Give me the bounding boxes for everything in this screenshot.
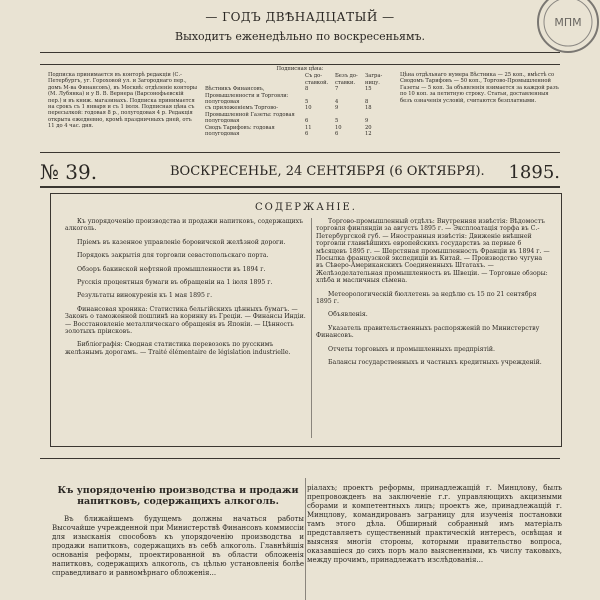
subscription-top-rule <box>40 64 560 65</box>
contents-entry: Торгово-промышленный отдѣлъ: Внутренняя извѣстія: Вѣдомостъ торговля финляндіи за августъ 1895 г. — Эксплоатація торфа въ С.-Петербургской губ. — Иностранныя извѣстія: Движеніе внѣшней торговли главнѣйшихъ европейскихъ государствъ за первые 6 мѣсяцевъ 1895 г. — Шерстяная промышленность Франціи въ 1894 г. — Посылка французской экспедиціи въ Китай. — Производство чугуна въ Сѣверо-Американскихъ Соединенныхъ Штатахъ. — Желѣзоделательная промышленность въ Швеціи. — Торговые обзоры: хлѣба и масличныя сѣмена. <box>316 218 550 285</box>
contents-entry: Порядокъ закрытія для торговли севастопольскаго порта. <box>77 252 269 260</box>
subscription-pricing-notes: Цѣна отдѣльнаго нумера Вѣстника — 25 коп., вмѣстѣ со Сводомъ Тарифовъ — 50 коп., Торгово-Промышленной Газеты — 5 коп. За объявленія взимается за каждой разъ по 10 коп. за петитную строку. Статьи, доставленныя безъ означенія условій, считаются безплатными. <box>400 72 559 104</box>
contents-entry: Къ упорядоченію производства и продажи напитковъ, содержащихъ алкоголь. <box>65 218 304 233</box>
issue-rule <box>40 186 560 188</box>
price-table-heading: Подписная цѣна: <box>276 66 324 72</box>
masthead-frequency: Выходитъ еженедѣльно по воскресеньямъ. <box>175 30 425 43</box>
article-left-column <box>52 485 304 578</box>
price-table-row: съ приложеніемъ Торгово-Промышленной Газеты: годовая 10 9 18 <box>205 105 372 118</box>
contents-box <box>50 193 562 447</box>
price-column-header: Загра-ницу. <box>365 73 383 86</box>
library-stamp <box>520 0 600 70</box>
price-table-row: полугодовая 6 6 12 <box>205 131 372 138</box>
contents-title: СОДЕРЖАНІЕ. <box>255 202 357 213</box>
issue-year: 1895. <box>508 162 560 183</box>
contents-right-column <box>316 218 551 373</box>
price-table-row: Вѣстникъ Финансовъ, Промышленности и Торговли: 8 7 15 <box>205 86 372 99</box>
contents-entry: Библіографія: Сводная статистика перевозокъ по русскимъ желѣзнымъ дорогамъ. — Traité élémentaire de législation industrielle. <box>65 341 291 356</box>
issue-number: № 39. <box>40 160 98 184</box>
masthead-year: — ГОДЪ ДВѢНАДЦАТЫЙ — <box>205 10 395 24</box>
price-column-header: Безъ до-ставки. <box>335 73 358 86</box>
contents-left-column <box>65 218 310 362</box>
contents-entry: Метеорологическій бюллетень за недѣлю съ 15 по 21 сентября 1895 г. <box>316 290 537 306</box>
price-table-row: полугодовая 5 4 8 <box>205 99 369 106</box>
price-column-header: Съ до-ставкой. <box>305 73 329 86</box>
price-table-row: Сводъ Тарифовъ: годовая 11 10 20 <box>205 124 372 131</box>
contents-entry: Обзоръ бакинской нефтяной промышленности въ 1894 г. <box>77 265 266 273</box>
subscription-price-table <box>205 66 395 137</box>
contents-divider <box>311 218 312 438</box>
article-right-column <box>307 480 562 565</box>
contents-entry: Объявленія. <box>328 311 368 319</box>
price-table-header-row <box>205 73 395 86</box>
issue-line <box>40 160 560 182</box>
contents-entry: Указатель правительственныхъ распоряженій по Министерству Финансовъ. <box>316 324 540 340</box>
contents-entry: Результаты винокуренія къ 1 мая 1895 г. <box>77 292 213 300</box>
subscription-conditions: Подписка принимается въ конторѣ редакціи (С.-Петербургъ, уг. Гороховой ул. и Загороднаго пер., домъ М-ва Финансовъ), въ Москвѣ: отдѣленіе конторы (М. Лубянка) и у В. В. Вернера (Варсонофьевскій пер.) и въ книж. магазинахъ. Подписка принимается на срокъ съ 1 января и съ 1 іюля. Подписная цѣна съ пересылкой: годовая 8 р., полугодовая 4 р. Редакція открыта ежедневно, кромѣ праздничныхъ дней, отъ 11 до 4 час. дня. <box>48 72 198 130</box>
issue-date: ВОСКРЕСЕНЬЕ, 24 СЕНТЯБРЯ (6 ОКТЯБРЯ). <box>170 164 485 179</box>
price-table-row: полугодовая 6 5 9 <box>205 118 369 125</box>
svg-text:МПМ: МПМ <box>554 16 582 29</box>
article-paragraph: ріалахъ; проектъ реформы, принадлежащій г. Минцлову, былъ препровожденъ на заключеніе г.г. управляющихъ акцизными сборами и компетентныхъ лицъ; проектъ же, принадлежащій г. Минцлову, командированъ заграницу для изученія постановки тамъ этого дѣла. Обширный собранный имъ матеріалъ представляетъ существенный практическій интересъ, освѣщая и выясняя многія стороны, которыми правительство вопроса, оказавшіеся до сихъ поръ мало выясненными, къ числу таковыхъ, между прочимъ, принадлежатъ изслѣдованія... <box>307 484 562 564</box>
article-paragraph: Въ ближайшемъ будущемъ должны начаться работы Высочайше учрежденной при Министерствѣ Финансовъ коммиссіи для изысканія способовъ къ упорядоченію производства и продажи напитковъ, содержащихъ въ себѣ алкоголь. Главнѣйшія основанія реформы, проектированной въ области обложенія напитковъ, содержащихъ алкоголь, съ цѣлью установленія болѣе справедливаго и равномѣрнаго обложенія... <box>52 515 304 577</box>
subscription-bottom-rule <box>40 152 560 153</box>
contents-entry: Отчеты торговыхъ и промышленныхъ предпріятій. <box>328 345 496 353</box>
contents-entry: Финансовая хроника: Статистика бельгійскихъ цѣнныхъ бумагъ. — Законъ о таможенной пошлинѣ на коринку въ Греціи. — Финансы Индіи. — Восстановленіе металлическаго обращенія въ Японіи. — Цѣнность золотыхъ пріисковъ. <box>65 305 306 336</box>
article-top-rule <box>40 458 560 459</box>
masthead-rule <box>40 52 560 53</box>
article-column-divider <box>305 478 306 600</box>
article-title: Къ упорядоченію производства и продажи напитковъ, содержащихъ алкоголь. <box>57 485 299 507</box>
contents-entry: Пріемъ въ казенное управленіе боровичской желѣзной дороги. <box>77 238 286 246</box>
contents-entry: Балансы государственныхъ и частныхъ кредитныхъ учрежденій. <box>328 359 542 367</box>
contents-entry: Русскія процентныя бумаги въ обращеніи на 1 іюля 1895 г. <box>77 279 273 287</box>
